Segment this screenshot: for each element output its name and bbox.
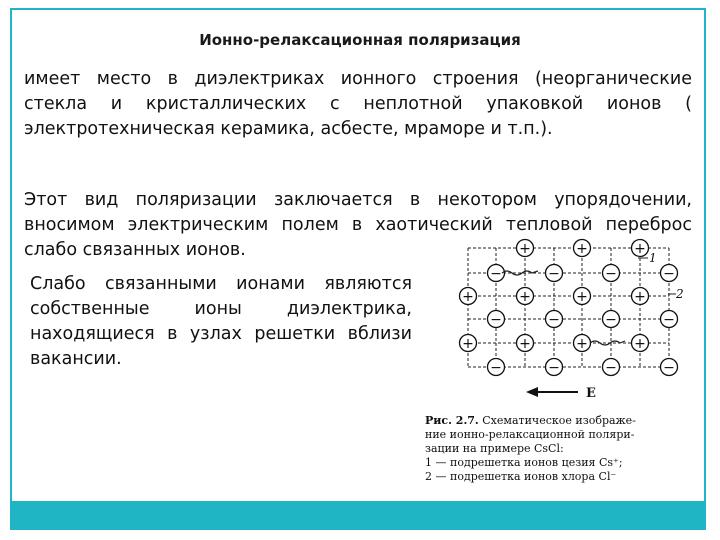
caption-line-3: зации на примере CsCl:	[425, 442, 564, 455]
cation-cs	[574, 335, 591, 353]
caption-fig-label: Рис. 2.7.	[425, 414, 479, 427]
svg-text:+: +	[462, 336, 474, 352]
svg-text:−: −	[663, 312, 675, 328]
cation-cs	[517, 240, 534, 258]
svg-text:−: −	[663, 360, 675, 376]
cation-cs	[632, 240, 649, 258]
svg-text:+: +	[634, 241, 646, 257]
svg-text:+: +	[576, 241, 588, 257]
anion-cl	[546, 311, 563, 329]
svg-text:+: +	[576, 336, 588, 352]
cation-cs	[460, 288, 477, 306]
anion-cl	[488, 311, 505, 329]
figure-caption	[425, 414, 705, 484]
svg-text:−: −	[490, 312, 502, 328]
svg-text:−: −	[548, 312, 560, 328]
anion-cl	[661, 359, 678, 377]
svg-text:−: −	[490, 266, 502, 282]
cation-cs	[632, 335, 649, 353]
svg-text:−: −	[548, 266, 560, 282]
svg-text:+: +	[634, 289, 646, 305]
svg-text:+: +	[634, 336, 646, 352]
svg-text:−: −	[663, 266, 675, 282]
anion-cl	[603, 265, 620, 283]
caption-line-2: ние ионно-релаксационной поляри-	[425, 428, 635, 441]
anion-cl	[546, 359, 563, 377]
svg-text:+: +	[519, 289, 531, 305]
caption-line-1-text: Схематическое изображе-	[482, 414, 636, 427]
svg-text:−: −	[490, 360, 502, 376]
label-1: 1	[649, 251, 657, 265]
label-2: 2	[676, 287, 684, 301]
svg-text:+: +	[519, 336, 531, 352]
cation-cs	[574, 288, 591, 306]
svg-text:+: +	[519, 241, 531, 257]
cation-cs	[460, 335, 477, 353]
anion-cl	[603, 311, 620, 329]
paragraph-weak-ions: Слабо связанными ионами являются собственные ионы диэлектрика, находящиеся в узлах решетки вблизи вакансии.	[30, 274, 412, 369]
svg-text:−: −	[548, 360, 560, 376]
field-label-e: E	[586, 386, 596, 401]
caption-line-1	[425, 414, 705, 428]
anion-cl	[488, 265, 505, 283]
anion-cl	[488, 359, 505, 377]
svg-text:+: +	[462, 289, 474, 305]
cation-cs	[574, 240, 591, 258]
svg-text:−: −	[605, 312, 617, 328]
anion-cl	[546, 265, 563, 283]
cscl-lattice-figure	[450, 236, 695, 416]
field-arrow	[526, 387, 578, 397]
caption-line-5: 2 — подрешетка ионов хлора Cl⁻	[425, 470, 617, 483]
bottom-accent-bar	[10, 501, 706, 530]
paragraph-definition: имеет место в диэлектриках ионного строения (неорганические стекла и кристаллических с неплотной упаковкой ионов ( электротехническая керамика, асбесте, мраморе и т.п.).	[24, 69, 692, 139]
caption-line-4: 1 — подрешетка ионов цезия Cs⁺;	[425, 456, 623, 469]
svg-text:−: −	[605, 266, 617, 282]
cation-cs	[517, 335, 534, 353]
anion-cl	[661, 311, 678, 329]
slide-title: Ионно-релаксационная поляризация	[199, 31, 521, 49]
cation-cs	[517, 288, 534, 306]
anion-cl	[603, 359, 620, 377]
svg-text:−: −	[605, 360, 617, 376]
anion-cl	[661, 265, 678, 283]
svg-text:+: +	[576, 289, 588, 305]
paragraph-mechanism: Этот вид поляризации заключается в некотором упорядочении, вносимом электрическим полем в хаотический тепловой переброс слабо связанных ионов.	[24, 190, 692, 260]
cation-cs	[632, 288, 649, 306]
